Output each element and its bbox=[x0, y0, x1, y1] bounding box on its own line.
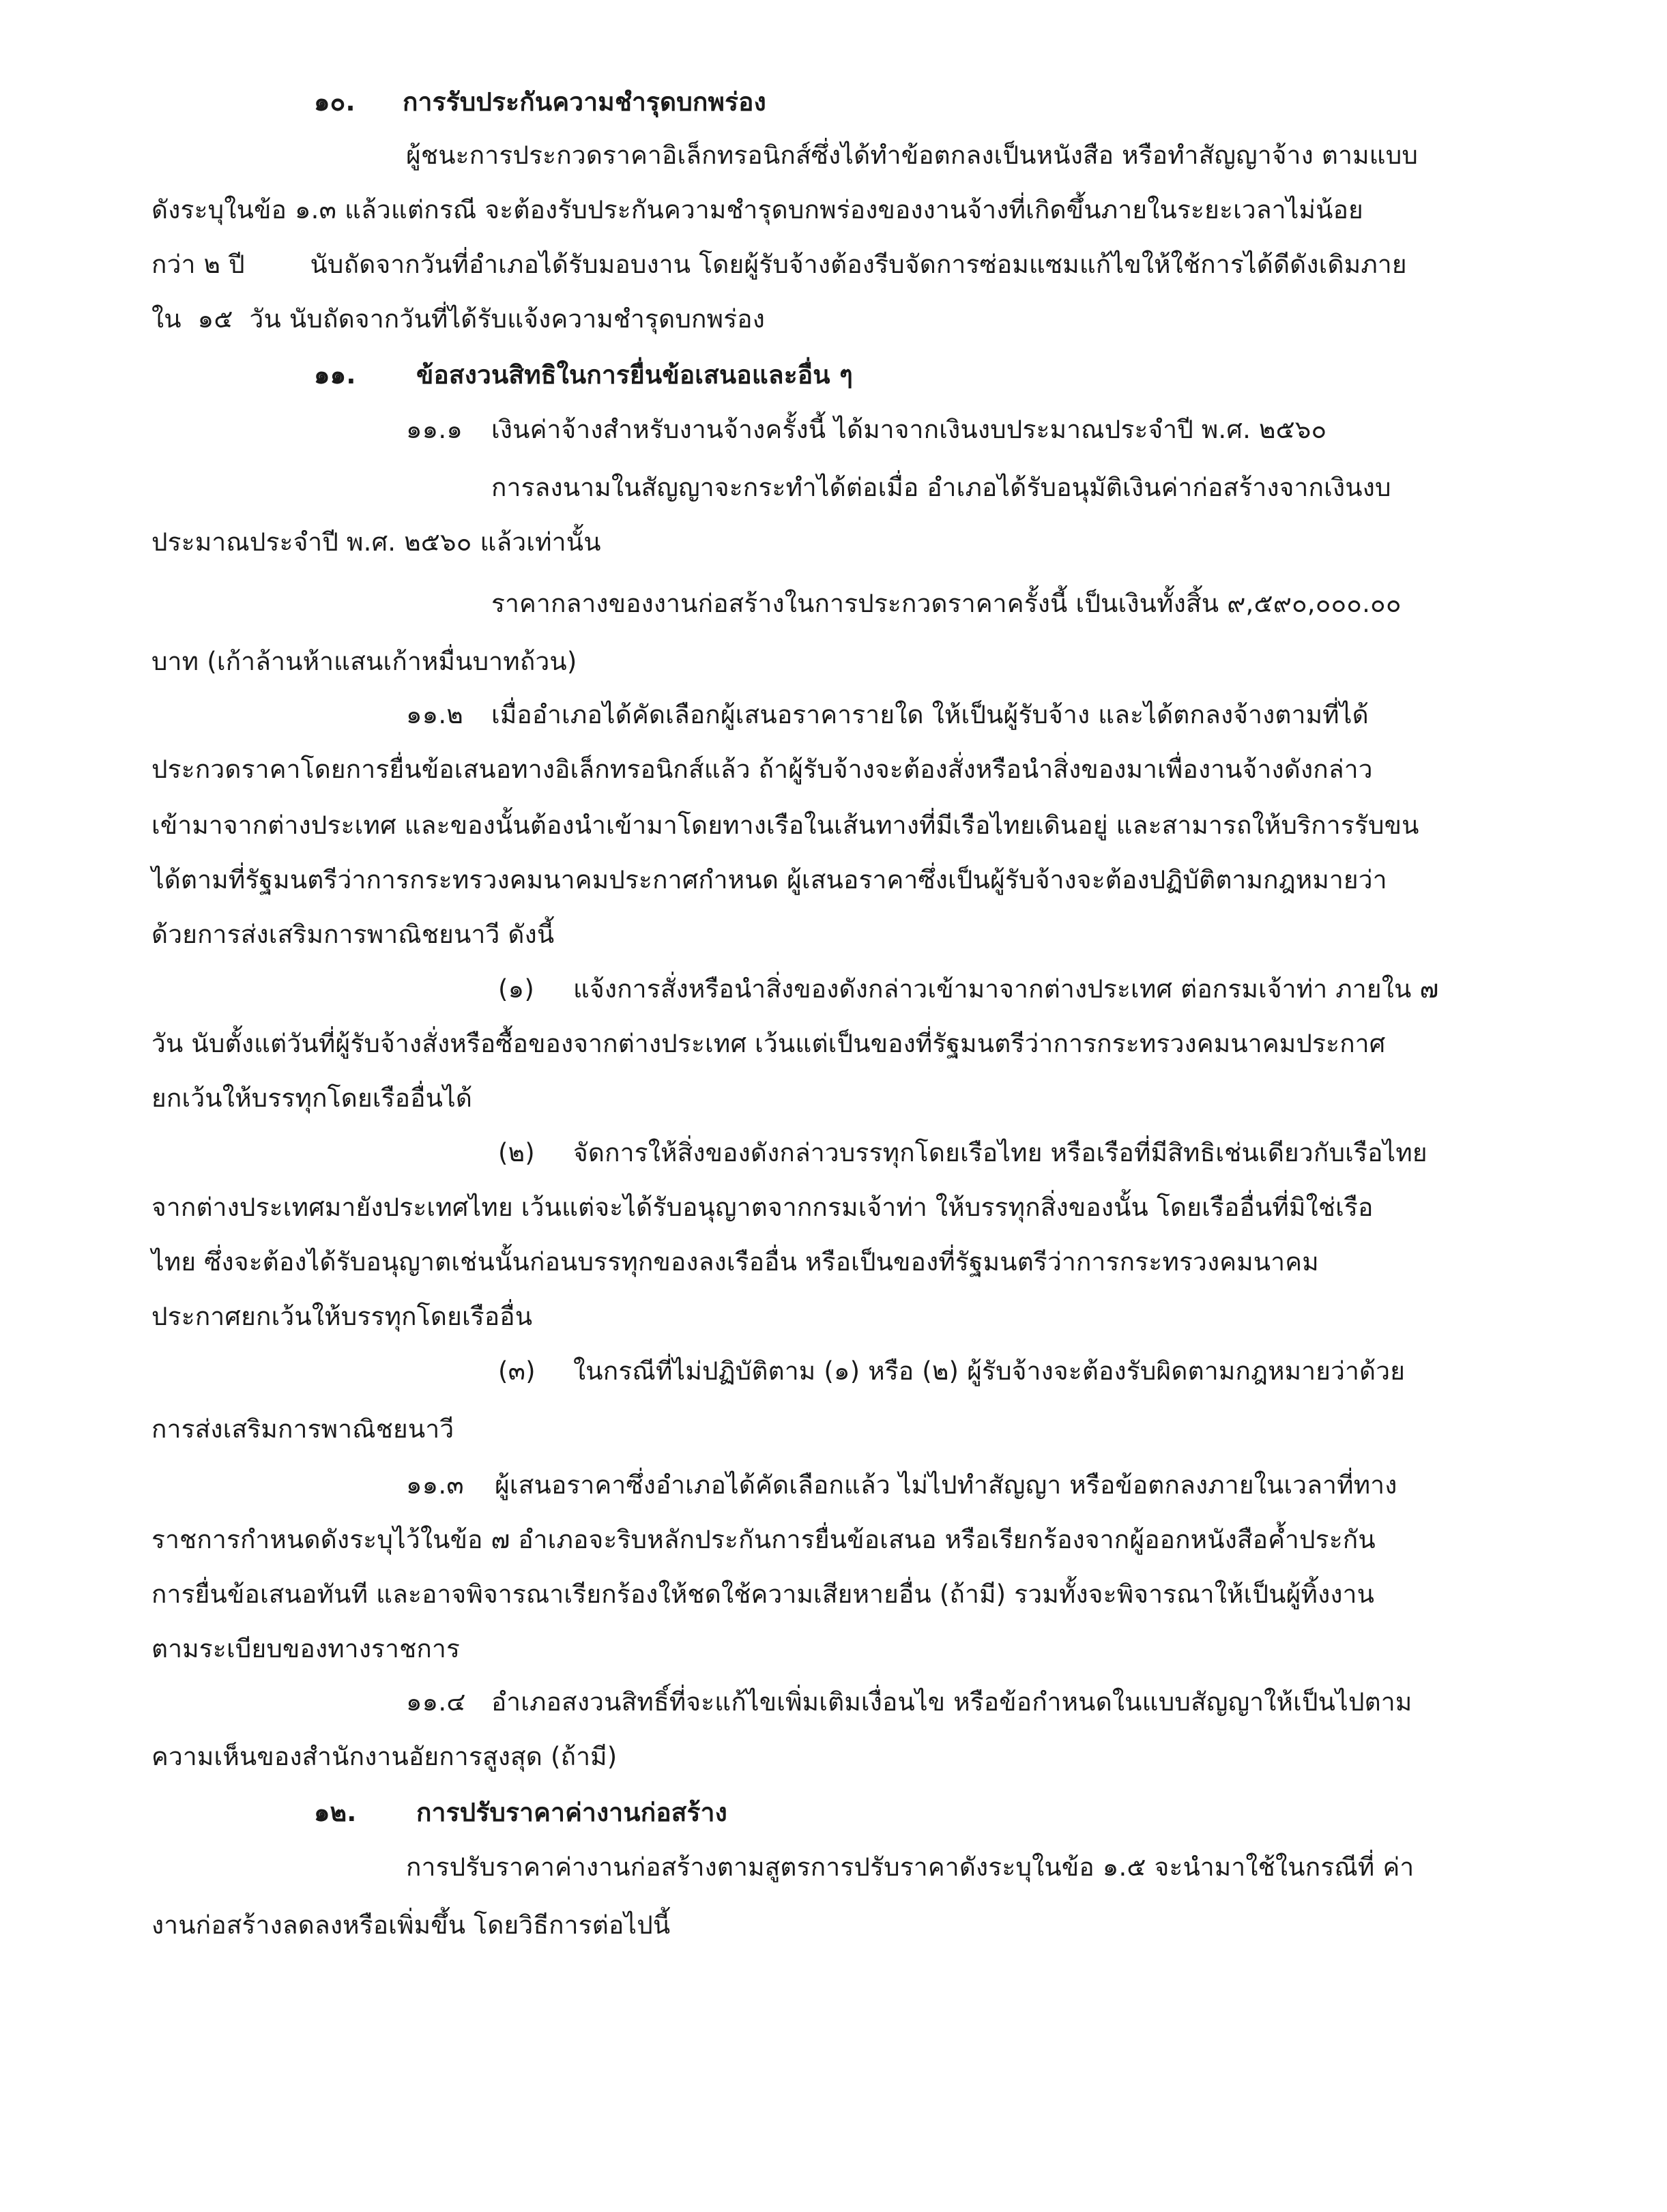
section-title: การปรับราคาค่างานก่อสร้าง bbox=[416, 1798, 727, 1827]
clause-number: ๑๑.๓ bbox=[406, 1470, 464, 1500]
paragraph-line: การลงนามในสัญญาจะกระทำได้ต่อเมื่อ อำเภอได้รับอนุมัติเงินค่าก่อสร้างจากเงินงบ bbox=[491, 473, 1391, 502]
paragraph-line: การยื่นข้อเสนอทันที และอาจพิจารณาเรียกร้องให้ชดใช้ความเสียหายอื่น (ถ้ามี) รวมทั้งจะพิจารณาให้เป็นผู้ทิ้งงาน bbox=[151, 1580, 1375, 1609]
paragraph-line: กว่า ๒ ปี นับถัดจากวันที่อำเภอได้รับมอบงาน โดยผู้รับจ้างต้องรีบจัดการซ่อมแซมแก้ไขให้ใช้การได้ดีดังเดิมภาย bbox=[151, 250, 1407, 279]
section-12-heading bbox=[314, 1796, 727, 1830]
clause-11-4-line bbox=[406, 1685, 1412, 1719]
clause-number: ๑๑.๑ bbox=[406, 415, 463, 444]
paragraph-line: ประกวดราคาโดยการยื่นข้อเสนอทางอิเล็กทรอนิกส์แล้ว ถ้าผู้รับจ้างจะต้องสั่งหรือนำสิ่งของมาเพื่องานจ้างดังกล่าว bbox=[151, 755, 1373, 784]
item-text: แจ้งการสั่งหรือนำสิ่งของดังกล่าวเข้ามาจากต่างประเทศ ต่อกรมเจ้าท่า ภายใน ๗ bbox=[573, 974, 1439, 1004]
paragraph-line: การปรับราคาค่างานก่อสร้างตามสูตรการปรับราคาดังระบุในข้อ ๑.๕ จะนำมาใช้ในกรณีที่ ค่า bbox=[406, 1852, 1415, 1882]
paragraph-line: งานก่อสร้างลดลงหรือเพิ่มขึ้น โดยวิธีการต่อไปนี้ bbox=[151, 1910, 671, 1940]
clause-number: ๑๑.๔ bbox=[406, 1687, 466, 1717]
item-text: ในกรณีที่ไม่ปฏิบัติตาม (๑) หรือ (๒) ผู้รับจ้างจะต้องรับผิดตามกฎหมายว่าด้วย bbox=[573, 1356, 1406, 1386]
paragraph-line: จากต่างประเทศมายังประเทศไทย เว้นแต่จะได้รับอนุญาตจากกรมเจ้าท่า ให้บรรทุกสิ่งของนั้น โดยเรืออื่นที่มิใช่เรือ bbox=[151, 1193, 1374, 1222]
item-number: (๒) bbox=[498, 1138, 535, 1167]
sub-item-2-line bbox=[498, 1136, 1427, 1170]
sub-item-1-line bbox=[498, 972, 1438, 1006]
clause-text: เมื่ออำเภอได้คัดเลือกผู้เสนอราคารายใด ให้เป็นผู้รับจ้าง และได้ตกลงจ้างตามที่ได้ bbox=[491, 700, 1369, 729]
section-11-heading bbox=[314, 358, 853, 392]
clause-text: อำเภอสงวนสิทธิ์ที่จะแก้ไขเพิ่มเติมเงื่อนไข หรือข้อกำหนดในแบบสัญญาให้เป็นไปตาม bbox=[491, 1687, 1412, 1717]
clause-text: เงินค่าจ้างสำหรับงานจ้างครั้งนี้ ได้มาจากเงินงบประมาณประจำปี พ.ศ. ๒๕๖๐ bbox=[491, 415, 1327, 444]
paragraph-line: การส่งเสริมการพาณิชยนาวี bbox=[151, 1414, 454, 1444]
section-title: ข้อสงวนสิทธิในการยื่นข้อเสนอและอื่น ๆ bbox=[416, 360, 853, 390]
paragraph-line: ดังระบุในข้อ ๑.๓ แล้วแต่กรณี จะต้องรับประกันความชำรุดบกพร่องของงานจ้างที่เกิดขึ้นภายในระยะเวลาไม่น้อย bbox=[151, 195, 1363, 224]
paragraph-line: เข้ามาจากต่างประเทศ และของนั้นต้องนำเข้ามาโดยทางเรือในเส้นทางที่มีเรือไทยเดินอยู่ และสามารถให้บริการรับขน bbox=[151, 811, 1419, 840]
paragraph-line: ราชการกำหนดดังระบุไว้ในข้อ ๗ อำเภอจะริบหลักประกันการยื่นข้อเสนอ หรือเรียกร้องจากผู้ออกหนังสือค้ำประกัน bbox=[151, 1525, 1376, 1554]
paragraph-line: ด้วยการส่งเสริมการพาณิชยนาวี ดังนี้ bbox=[151, 920, 555, 949]
section-number: ๑๒. bbox=[314, 1798, 357, 1827]
clause-text: ผู้เสนอราคาซึ่งอำเภอได้คัดเลือกแล้ว ไม่ไปทำสัญญา หรือข้อตกลงภายในเวลาที่ทาง bbox=[495, 1470, 1397, 1500]
paragraph-line: ความเห็นของสำนักงานอัยการสูงสุด (ถ้ามี) bbox=[151, 1742, 618, 1771]
paragraph-line: วัน นับตั้งแต่วันที่ผู้รับจ้างสั่งหรือซื้อของจากต่างประเทศ เว้นแต่เป็นของที่รัฐมนตรีว่าการกระทรวงคมนาคมประกาศ bbox=[151, 1029, 1386, 1058]
item-number: (๑) bbox=[498, 974, 534, 1004]
section-number: ๑๑. bbox=[314, 360, 356, 390]
paragraph-line: ราคากลางของงานก่อสร้างในการประกวดราคาครั้งนี้ เป็นเงินทั้งสิ้น ๙,๕๙๐,๐๐๐.๐๐ bbox=[491, 589, 1402, 618]
paragraph-line: ผู้ชนะการประกวดราคาอิเล็กทรอนิกส์ซึ่งได้ทำข้อตกลงเป็นหนังสือ หรือทำสัญญาจ้าง ตามแบบ bbox=[406, 141, 1419, 170]
paragraph-line: ตามระเบียบของทางราชการ bbox=[151, 1634, 461, 1663]
clause-11-2-line bbox=[406, 698, 1369, 732]
section-number: ๑๐. bbox=[314, 87, 356, 117]
clause-number: ๑๑.๒ bbox=[406, 700, 463, 729]
sub-item-3-line bbox=[498, 1354, 1405, 1388]
paragraph-line: บาท (เก้าล้านห้าแสนเก้าหมื่นบาทถ้วน) bbox=[151, 647, 577, 676]
clause-11-3-line bbox=[406, 1468, 1397, 1502]
paragraph-line: ประมาณประจำปี พ.ศ. ๒๕๖๐ แล้วเท่านั้น bbox=[151, 527, 601, 557]
clause-11-1-line bbox=[406, 413, 1327, 447]
paragraph-line: ประกาศยกเว้นให้บรรทุกโดยเรืออื่น bbox=[151, 1302, 533, 1331]
paragraph-line: ใน ๑๕ วัน นับถัดจากวันที่ได้รับแจ้งความชำรุดบกพร่อง bbox=[151, 304, 765, 334]
paragraph-line: ไทย ซึ่งจะต้องได้รับอนุญาตเช่นนั้นก่อนบรรทุกของลงเรืออื่น หรือเป็นของที่รัฐมนตรีว่าการกระทรวงคมนาคม bbox=[151, 1247, 1319, 1277]
paragraph-line: ได้ตามที่รัฐมนตรีว่าการกระทรวงคมนาคมประกาศกำหนด ผู้เสนอราคาซึ่งเป็นผู้รับจ้างจะต้องปฏิบัติตามกฎหมายว่า bbox=[151, 865, 1387, 894]
item-number: (๓) bbox=[498, 1356, 536, 1386]
section-10-heading bbox=[314, 85, 766, 119]
item-text: จัดการให้สิ่งของดังกล่าวบรรทุกโดยเรือไทย หรือเรือที่มีสิทธิเช่นเดียวกับเรือไทย bbox=[573, 1138, 1427, 1167]
paragraph-line: ยกเว้นให้บรรทุกโดยเรืออื่นได้ bbox=[151, 1083, 473, 1113]
section-title: การรับประกันความชำรุดบกพร่อง bbox=[403, 87, 766, 117]
